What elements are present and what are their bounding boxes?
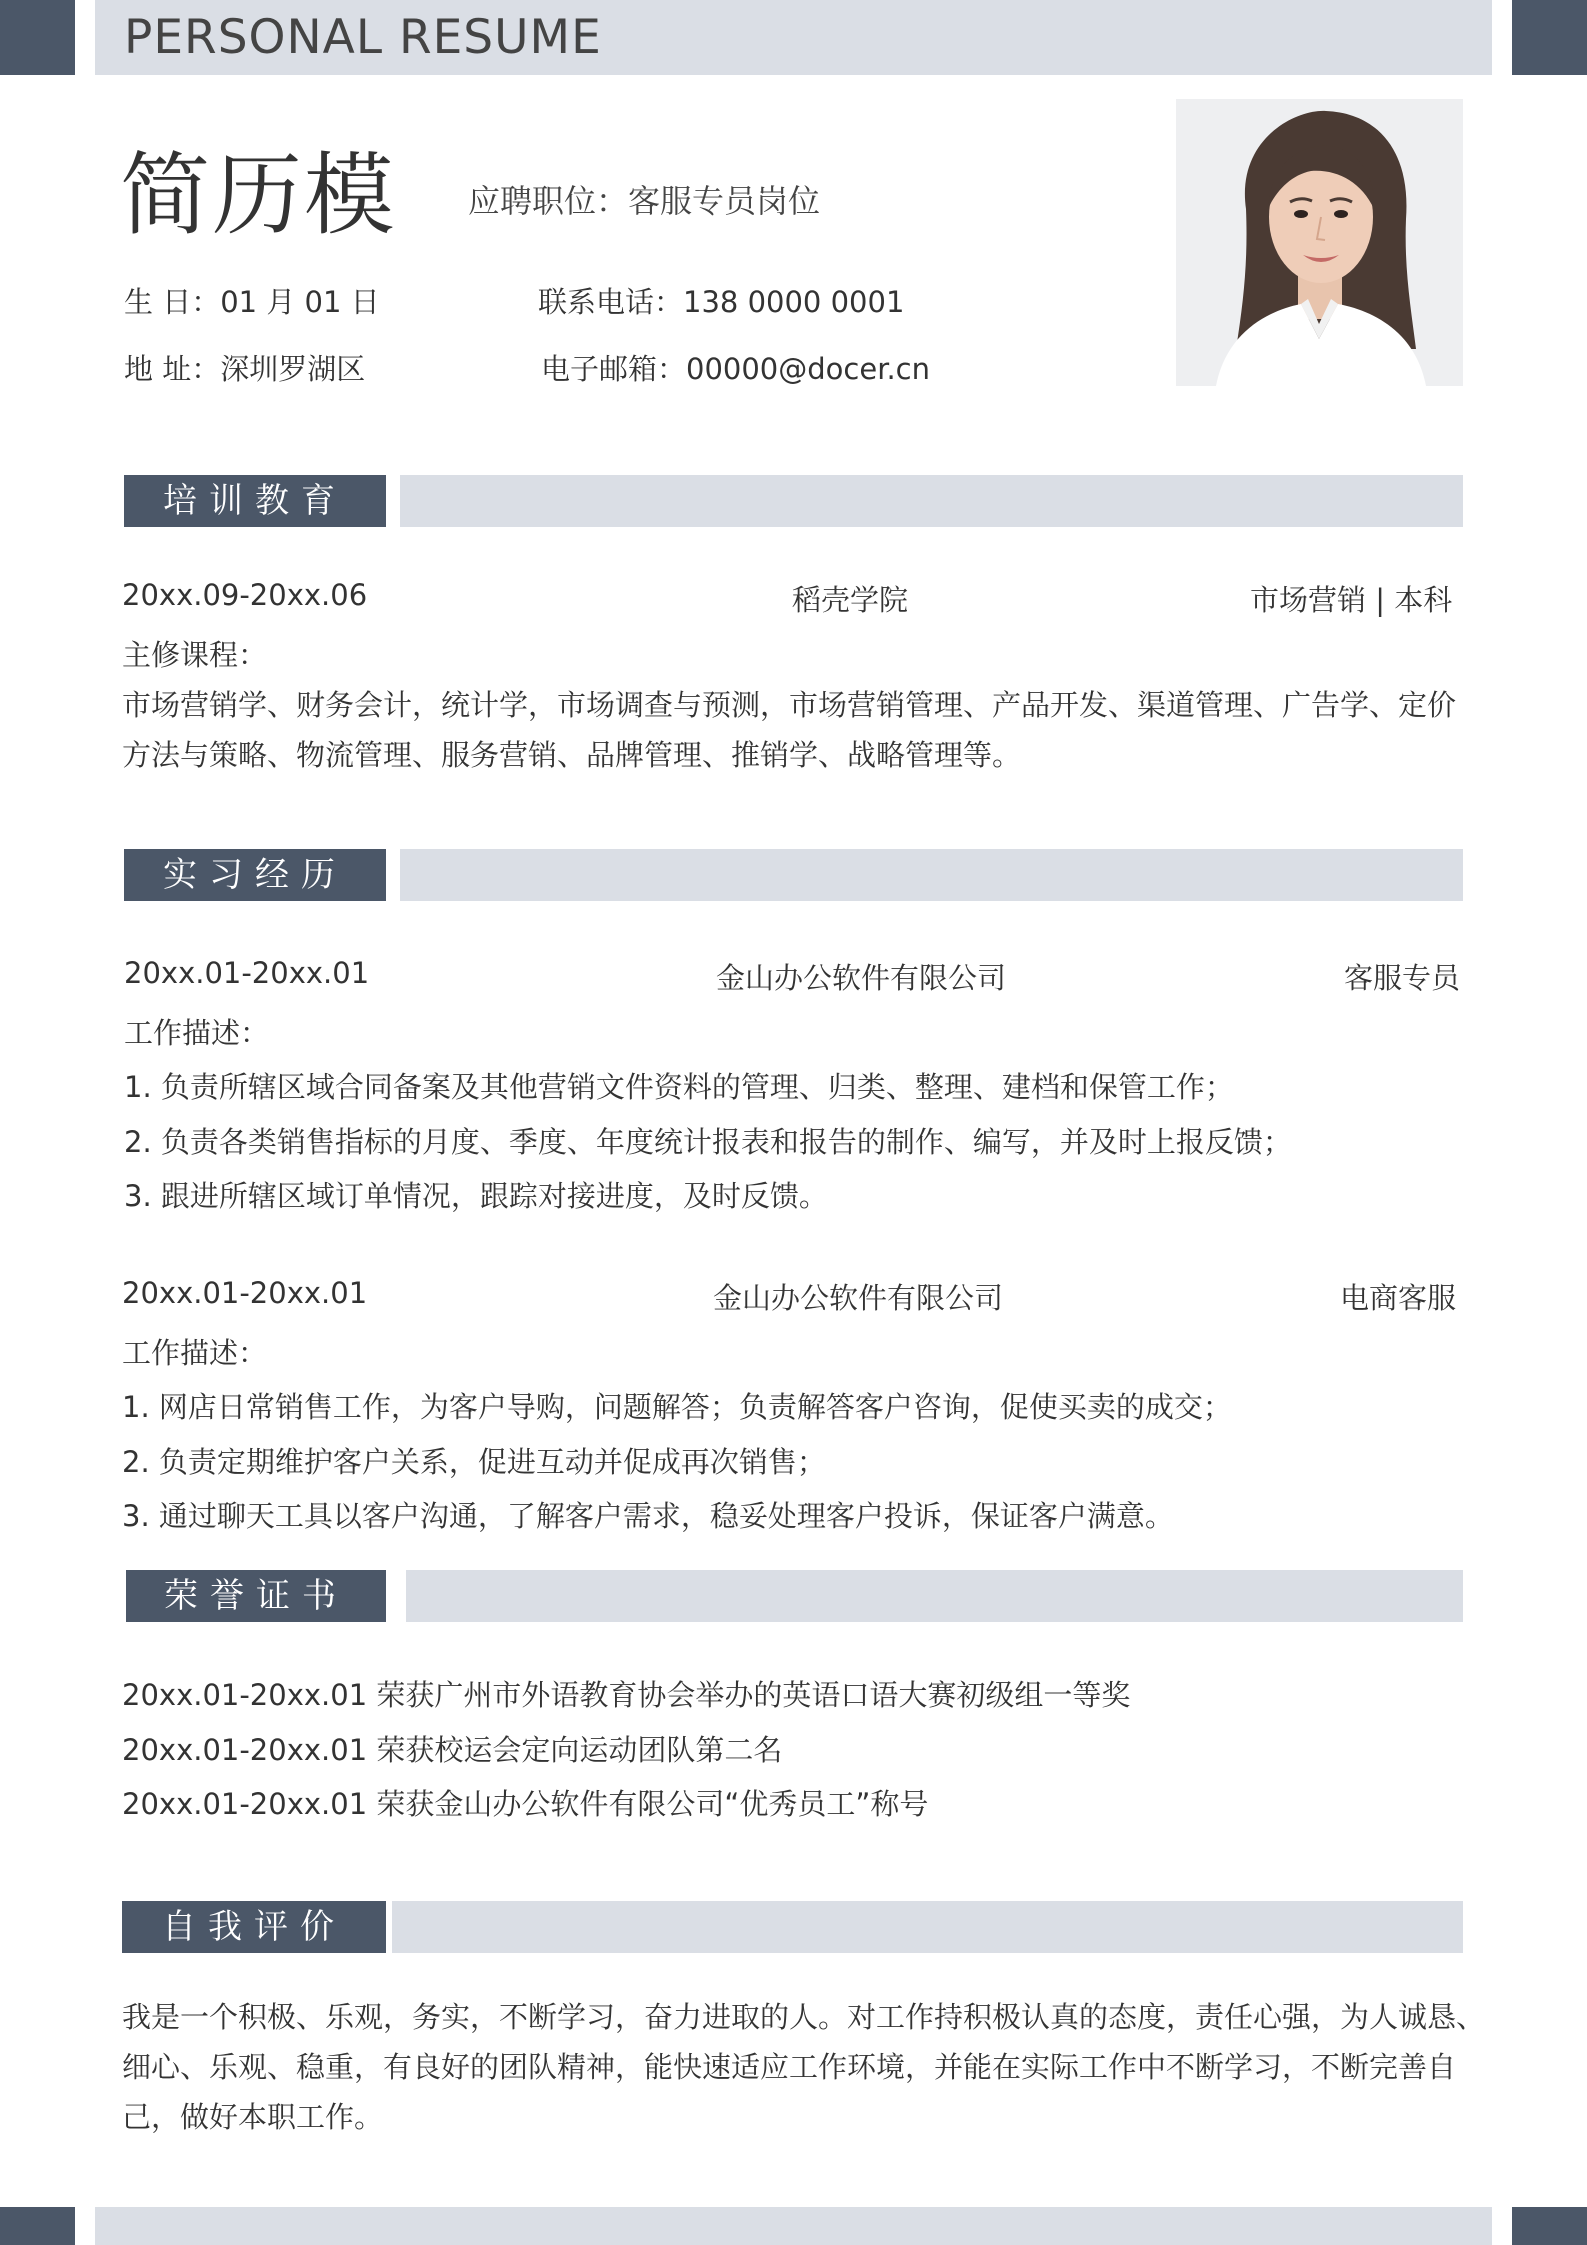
job-desc-item: 2. 负责定期维护客户关系，促进互动并促成再次销售； — [122, 1445, 826, 1479]
resume-heading: PERSONAL RESUME — [124, 10, 602, 65]
self-eval-line-2: 细心、乐观、稳重，有良好的团队精神，能快速适应工作环境，并能在实际工作中不断学习，不断完善自 — [122, 2050, 1457, 2084]
section-bar-education — [400, 475, 1463, 527]
job-desc-item: 3. 通过聊天工具以客户沟通，了解客户需求，稳妥处理客户投诉，保证客户满意。 — [122, 1499, 1174, 1533]
job-role: 客服专员 — [1344, 961, 1461, 995]
section-bar-honors — [406, 1570, 1463, 1622]
section-bar-self-eval — [392, 1901, 1463, 1953]
courses-label: 主修课程： — [122, 638, 268, 672]
phone-field: 联系电话：138 0000 0001 — [538, 285, 905, 319]
job-desc-label: 工作描述： — [124, 1016, 270, 1050]
job-role: 电商客服 — [1340, 1281, 1457, 1315]
section-title-self-eval: 自我评价 — [122, 1901, 386, 1953]
courses-line-1: 市场营销学、财务会计，统计学，市场调查与预测，市场营销管理、产品开发、渠道管理、广告学、定价 — [122, 688, 1457, 722]
section-title-internship: 实习经历 — [124, 849, 386, 901]
section-bar-internship — [400, 849, 1463, 901]
top-left-corner-block — [0, 0, 75, 75]
job-desc-item: 1. 网店日常销售工作，为客户导购，问题解答；负责解答客户咨询，促使买卖的成交； — [122, 1390, 1232, 1424]
applied-position: 应聘职位：客服专员岗位 — [468, 182, 821, 220]
education-period: 20xx.09-20xx.06 — [122, 578, 368, 612]
profile-photo — [1176, 99, 1463, 386]
self-eval-line-1: 我是一个积极、乐观，务实，不断学习，奋力进取的人。对工作持积极认真的态度，责任心强，为人诚恳、 — [122, 2000, 1486, 2034]
birthday-field: 生 日：01 月 01 日 — [124, 285, 380, 319]
honor-item: 20xx.01-20xx.01 荣获金山办公软件有限公司“优秀员工”称号 — [122, 1787, 929, 1821]
job-company: 金山办公软件有限公司 — [716, 961, 1007, 995]
section-title-education: 培训教育 — [124, 475, 386, 527]
self-eval-line-3: 己，做好本职工作。 — [122, 2100, 384, 2134]
honor-item: 20xx.01-20xx.01 荣获广州市外语教育协会举办的英语口语大赛初级组一等奖 — [122, 1678, 1131, 1712]
job-desc-label: 工作描述： — [122, 1336, 268, 1370]
job-desc-item: 3. 跟进所辖区域订单情况，跟踪对接进度，及时反馈。 — [124, 1179, 828, 1213]
job-period: 20xx.01-20xx.01 — [124, 956, 370, 990]
job-company: 金山办公软件有限公司 — [713, 1281, 1004, 1315]
bottom-bar — [95, 2207, 1492, 2245]
education-school: 稻壳学院 — [792, 583, 909, 617]
bottom-left-corner-block — [0, 2207, 75, 2245]
job-desc-item: 1. 负责所辖区域合同备案及其他营销文件资料的管理、归类、整理、建档和保管工作； — [124, 1070, 1234, 1104]
section-title-honors: 荣誉证书 — [126, 1570, 386, 1622]
bottom-right-corner-block — [1512, 2207, 1587, 2245]
email-field: 电子邮箱：00000@docer.cn — [541, 352, 930, 386]
profile-photo-image — [1176, 99, 1463, 386]
top-right-corner-block — [1512, 0, 1587, 75]
job-desc-item: 2. 负责各类销售指标的月度、季度、年度统计报表和报告的制作、编写，并及时上报反馈； — [124, 1125, 1292, 1159]
job-period: 20xx.01-20xx.01 — [122, 1276, 368, 1310]
candidate-name: 简历模 — [120, 143, 396, 248]
education-major: 市场营销 | 本科 — [1250, 583, 1453, 617]
honor-item: 20xx.01-20xx.01 荣获校运会定向运动团队第二名 — [122, 1733, 783, 1767]
address-field: 地 址：深圳罗湖区 — [124, 352, 366, 386]
courses-line-2: 方法与策略、物流管理、服务营销、品牌管理、推销学、战略管理等。 — [122, 738, 1022, 772]
